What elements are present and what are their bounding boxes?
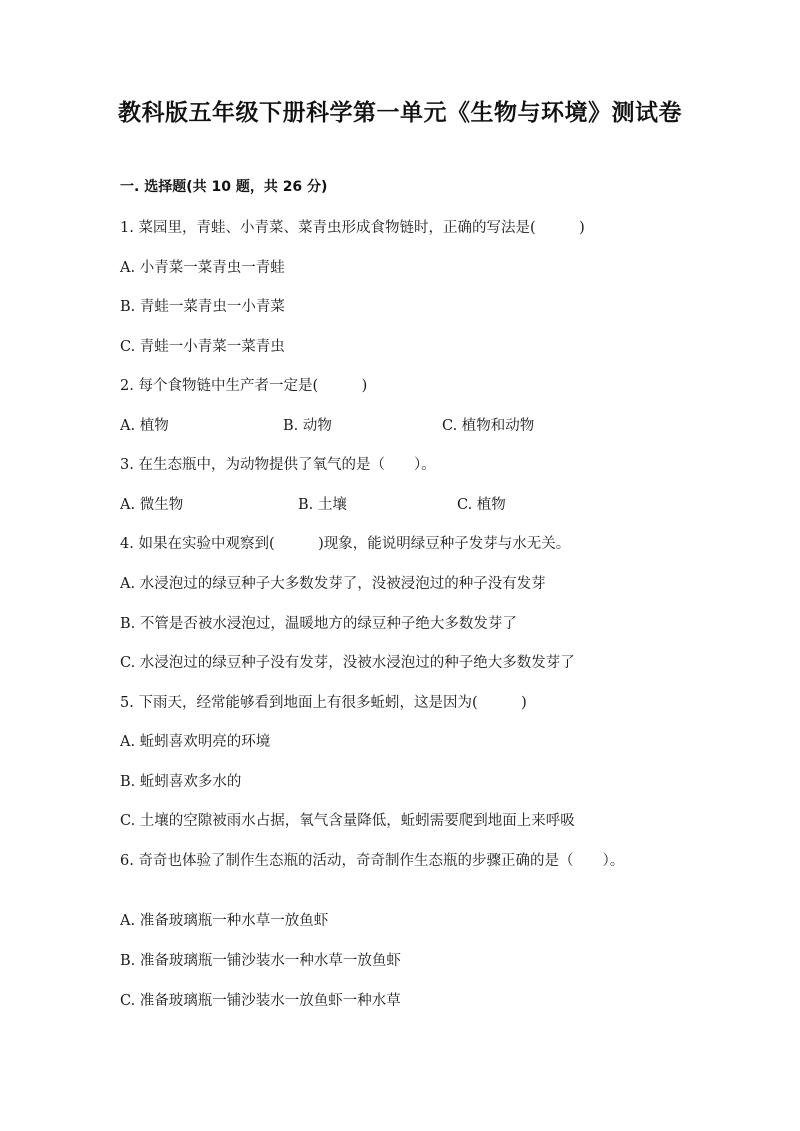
answer-option: C. 准备玻璃瓶一铺沙装水一放鱼虾一种水草 — [120, 993, 401, 1009]
answer-option: A. 水浸泡过的绿豆种子大多数发芽了，没被浸泡过的种子没有发芽 — [120, 576, 546, 592]
answer-option: B. 青蛙一菜青虫一小青菜 — [120, 299, 285, 315]
answer-option: B. 不管是否被水浸泡过，温暖地方的绿豆种子绝大多数发芽了 — [120, 616, 517, 632]
answer-option: A. 准备玻璃瓶一种水草一放鱼虾 — [120, 913, 329, 929]
section-heading: 一. 选择题(共 10 题，共 26 分) — [120, 179, 328, 195]
answer-option: B. 蚯蚓喜欢多水的 — [120, 774, 242, 790]
answer-option: B. 准备玻璃瓶一铺沙装水一种水草一放鱼虾 — [120, 953, 401, 969]
answer-option: B. 动物 — [283, 418, 332, 434]
question-stem: 5. 下雨天，经常能够看到地面上有很多蚯蚓，这是因为( ) — [120, 695, 527, 711]
question-stem: 2. 每个食物链中生产者一定是( ) — [120, 378, 368, 394]
answer-option: C. 青蛙一小青菜一菜青虫 — [120, 339, 285, 355]
question-stem: 3. 在生态瓶中，为动物提供了氧气的是（ ）。 — [120, 457, 436, 473]
answer-option: C. 水浸泡过的绿豆种子没有发芽，没被水浸泡过的种子绝大多数发芽了 — [120, 655, 575, 671]
answer-option: A. 小青菜一菜青虫一青蛙 — [120, 260, 285, 276]
answer-option: A. 微生物 — [120, 497, 184, 513]
question-stem: 4. 如果在实验中观察到( )现象，能说明绿豆种子发芽与水无关。 — [120, 536, 571, 552]
question-stem: 6. 奇奇也体验了制作生态瓶的活动，奇奇制作生态瓶的步骤正确的是（ ）。 — [120, 853, 625, 869]
answer-option: A. 蚯蚓喜欢明亮的环境 — [120, 734, 271, 750]
answer-option: B. 土壤 — [298, 497, 347, 513]
answer-option: A. 植物 — [120, 418, 169, 434]
page-title: 教科版五年级下册科学第一单元《生物与环境》测试卷 — [118, 100, 682, 126]
answer-option: C. 土壤的空隙被雨水占据，氧气含量降低，蚯蚓需要爬到地面上来呼吸 — [120, 813, 575, 829]
answer-option: C. 植物和动物 — [442, 418, 535, 434]
answer-option: C. 植物 — [457, 497, 506, 513]
question-stem: 1. 菜园里，青蛙、小青菜、菜青虫形成食物链时，正确的写法是( ) — [120, 220, 585, 236]
